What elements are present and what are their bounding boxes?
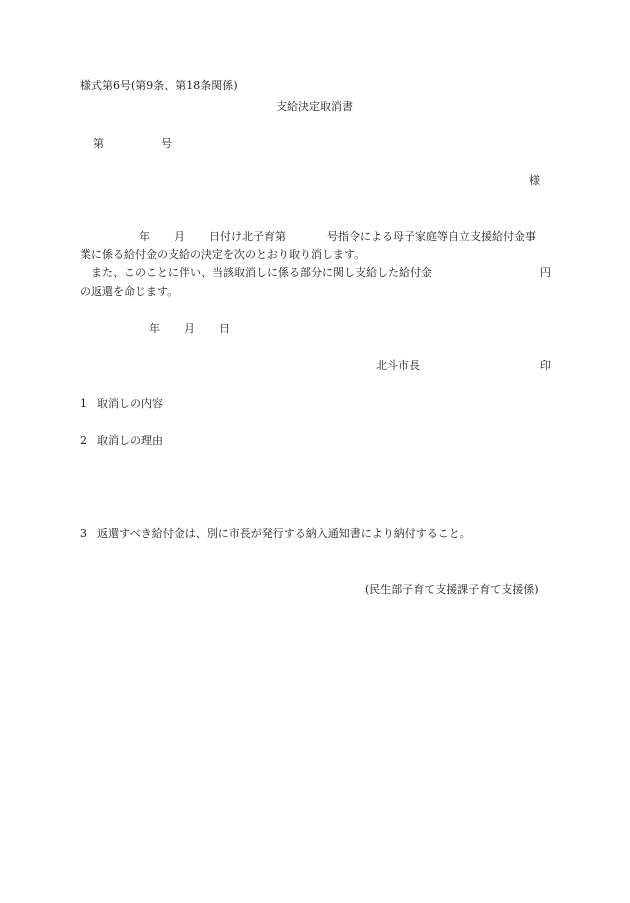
recipient-suffix: 様 — [529, 174, 540, 187]
body-year: 年 — [139, 230, 150, 243]
body-yen: 円 — [540, 266, 551, 279]
date-day: 日 — [219, 322, 230, 335]
footer-department: (民生部子育て支援課子育て支援係) — [365, 583, 539, 596]
body-line4: の返還を命じます。 — [80, 285, 179, 298]
item-number: 2 — [80, 434, 87, 447]
issuer: 北斗市長 — [376, 359, 420, 372]
body-month: 月 — [174, 230, 185, 243]
date-year: 年 — [149, 322, 160, 335]
doc-no-prefix: 第 — [93, 137, 104, 150]
seal-mark: 印 — [540, 359, 551, 372]
item-label: 返還すべき給付金は、別に市長が発行する納入通知書により納付すること。 — [97, 527, 471, 540]
item-number: 1 — [80, 397, 87, 410]
body-line3: また、このことに伴い、当該取消しに係る部分に関し支給した給付金 — [91, 266, 432, 279]
doc-no-suffix: 号 — [161, 137, 172, 150]
form-number: 様式第6号(第9条、第18条関係) — [80, 79, 238, 92]
item-label: 取消しの理由 — [97, 434, 163, 447]
item-label: 取消しの内容 — [97, 397, 163, 410]
date-month: 月 — [184, 322, 195, 335]
item-number: 3 — [80, 527, 87, 540]
document-title: 支給決定取消書 — [276, 100, 353, 113]
body-day-ref: 日付け北子育第 — [209, 230, 286, 243]
body-line2: 業に係る給付金の支給の決定を次のとおり取り消します。 — [80, 248, 366, 261]
body-line1-rest: 号指令による母子家庭等自立支援給付金事 — [327, 230, 536, 243]
